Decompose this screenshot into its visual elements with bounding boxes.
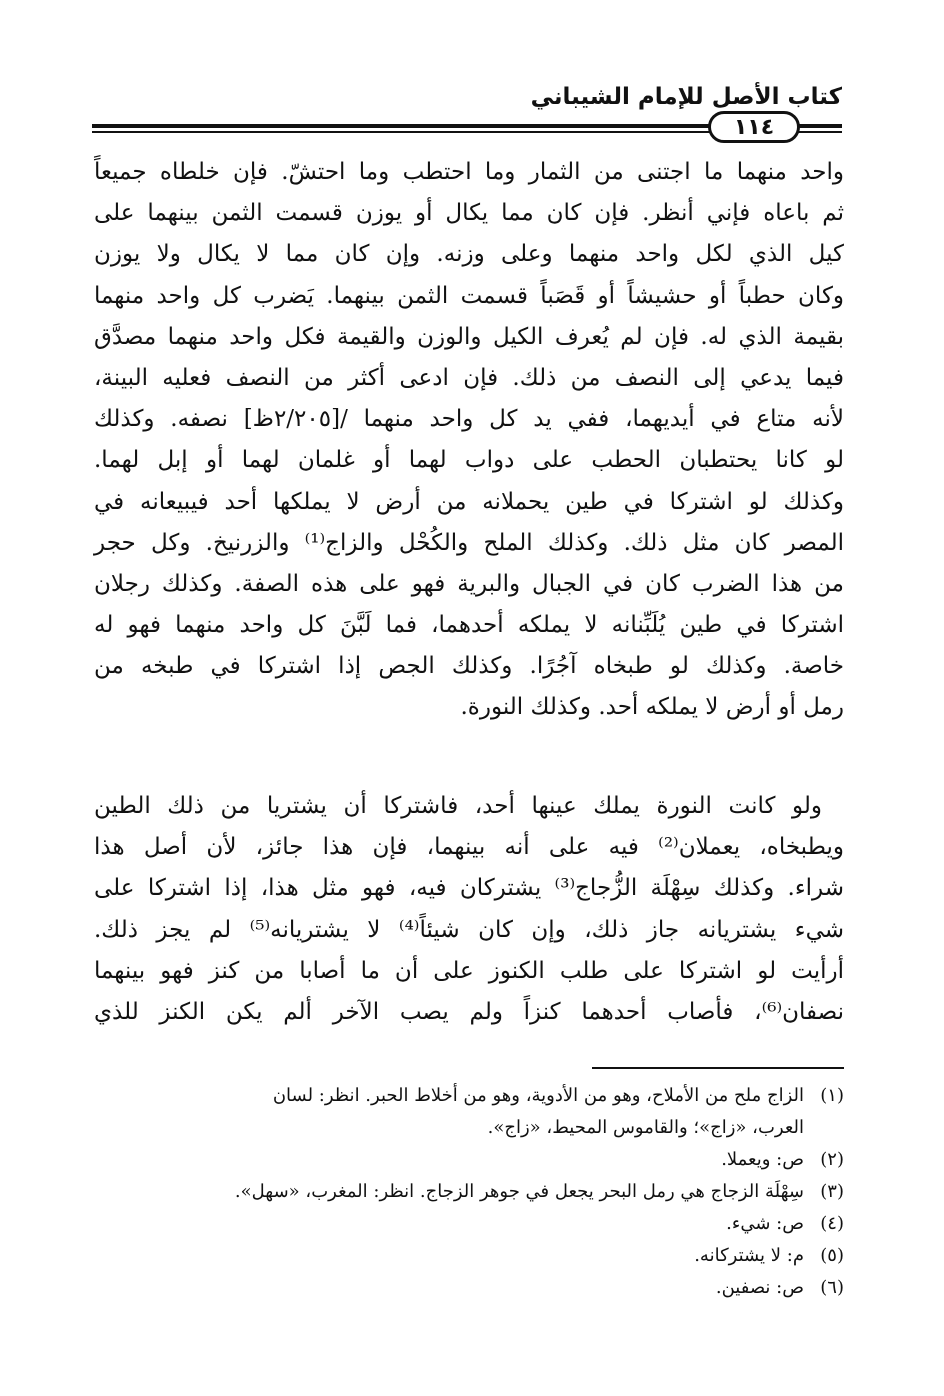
- footnote-4: [94, 1208, 844, 1240]
- text-line: وكذلك لو اشتركا في طين يحملانه من أرض لا يملكها أحد فيبيعانه في: [94, 488, 844, 515]
- text-line: لو كانا يحتطبان الحطب على دواب لهما أو غلمان لهما أو إبل لهما.: [94, 447, 844, 474]
- footnote-text: ص: ويعملا.: [721, 1149, 804, 1170]
- footnote-3: [94, 1176, 844, 1208]
- paragraph-2: [94, 786, 844, 1033]
- text-line: شيء يشتريانه جاز ذلك، وإن كان شيئاً⁽⁴⁾ لا يشتريانه⁽⁵⁾ لم يجز ذلك.: [94, 916, 845, 943]
- footnote-1-continuation: العرب، «زاج»؛ والقاموس المحيط، «زاج».: [487, 1117, 804, 1138]
- footnote-number: (٢): [820, 1149, 844, 1170]
- text-line: شراء. وكذلك سِهْلَة الزُّجاج⁽³⁾ يشتركان فيه، فهو مثل هذا، إذا اشتركا على: [94, 875, 845, 902]
- text-line: من هذا الضرب كان في الجبال والبرية فهو على هذه الصفة. وكذلك رجلان: [94, 570, 844, 597]
- text-line: واحد منهما ما اجتنى من الثمار وما احتطب وما احتشّ. فإن خلطاه جميعاً: [94, 159, 844, 185]
- text-line: المصر كان مثل ذلك. وكذلك الملح والكُحْل والزاج⁽¹⁾ والزرنيخ. وكل حجر: [94, 529, 844, 556]
- text-line: وكان حطباً أو حشيشاً أو قَصَباً قسمت الثمن بينهما. يَضرب كل واحد منهما: [94, 282, 844, 309]
- page-number: ١١٤: [708, 111, 800, 143]
- text-line: رمل أو أرض لا يملكه أحد. وكذلك النورة.: [460, 694, 844, 721]
- footnote-separator: [592, 1067, 844, 1069]
- footnote-5: [94, 1240, 844, 1272]
- text-line: فيما يدعي إلى النصف من ذلك. فإن ادعى أكثر من النصف فعليه البينة،: [94, 364, 844, 391]
- footnote-1: [94, 1080, 844, 1112]
- text-line: لأنه متاع في أيديهما، ففي يد كل واحد منهما /[٢/٢٠٥ظ] نصفه. وكذلك: [94, 406, 844, 433]
- text-line: ويطبخاه، يعملان⁽²⁾ فيه على أنه بينهما، فإن هذا جائز، لأن أصل هذا: [94, 834, 844, 861]
- text-line: بقيمة الذي له. فإن لم يُعرف الكيل والوزن والقيمة فكل واحد منهما مصدَّق: [94, 323, 844, 350]
- running-title: كتاب الأصل للإمام الشيباني: [530, 84, 842, 110]
- footnote-text: ص: شيء.: [726, 1213, 804, 1234]
- footnote-text: ص: نصفين.: [715, 1277, 804, 1298]
- text-line: ولو كانت النورة يملك عينها أحد، فاشتركا أن يشتريا من ذلك الطين: [94, 793, 823, 819]
- footnote-number: (٣): [820, 1181, 844, 1202]
- footnote-number: (٥): [820, 1245, 844, 1266]
- footnotes: [94, 1080, 844, 1304]
- text-line: كيل الذي لكل واحد منهما وعلى وزنه. وإن كان مما لا يكال ولا يوزن: [94, 241, 844, 268]
- footnote-text: م: لا يشتركانه.: [694, 1245, 804, 1266]
- footnote-number: (١): [820, 1085, 844, 1106]
- text-line: خاصة. وكذلك لو طبخاه آجُرًا. وكذلك الجص إذا اشتركا في طبخه من: [94, 653, 844, 680]
- footnote-number: (٦): [820, 1277, 844, 1298]
- text-line: ثم باعاه فإني أنظر. فإن كان مما يكال أو يوزن قسمت الثمن بينهما على: [94, 200, 844, 227]
- paragraph-1: [94, 152, 844, 729]
- footnote-6: [94, 1272, 844, 1304]
- text-line: نصفان⁽⁶⁾، فأصاب أحدهما كنزاً ولم يصب الآخر ألم يكن الكنز للذي: [94, 998, 844, 1025]
- text-line: أرأيت لو اشتركا على طلب الكنوز على أن ما أصابا من كنز فهو بينهما: [94, 957, 844, 984]
- footnote-text: سِهْلَة الزجاج هي رمل البحر يجعل في جوهر الزجاج. انظر: المغرب، «سهل».: [234, 1181, 804, 1202]
- footnote-text: الزاج ملح من الأملاح، وهو من الأدوية، وهو من أخلاط الحبر. انظر: لسان: [272, 1085, 804, 1106]
- footnote-number: (٤): [820, 1213, 844, 1234]
- text-line: اشتركا في طين يُلَبِّنانه لا يملكه أحدهما، فما لَبَّنَ كل واحد منهما فهو له: [94, 612, 844, 639]
- footnote-2: [94, 1144, 844, 1176]
